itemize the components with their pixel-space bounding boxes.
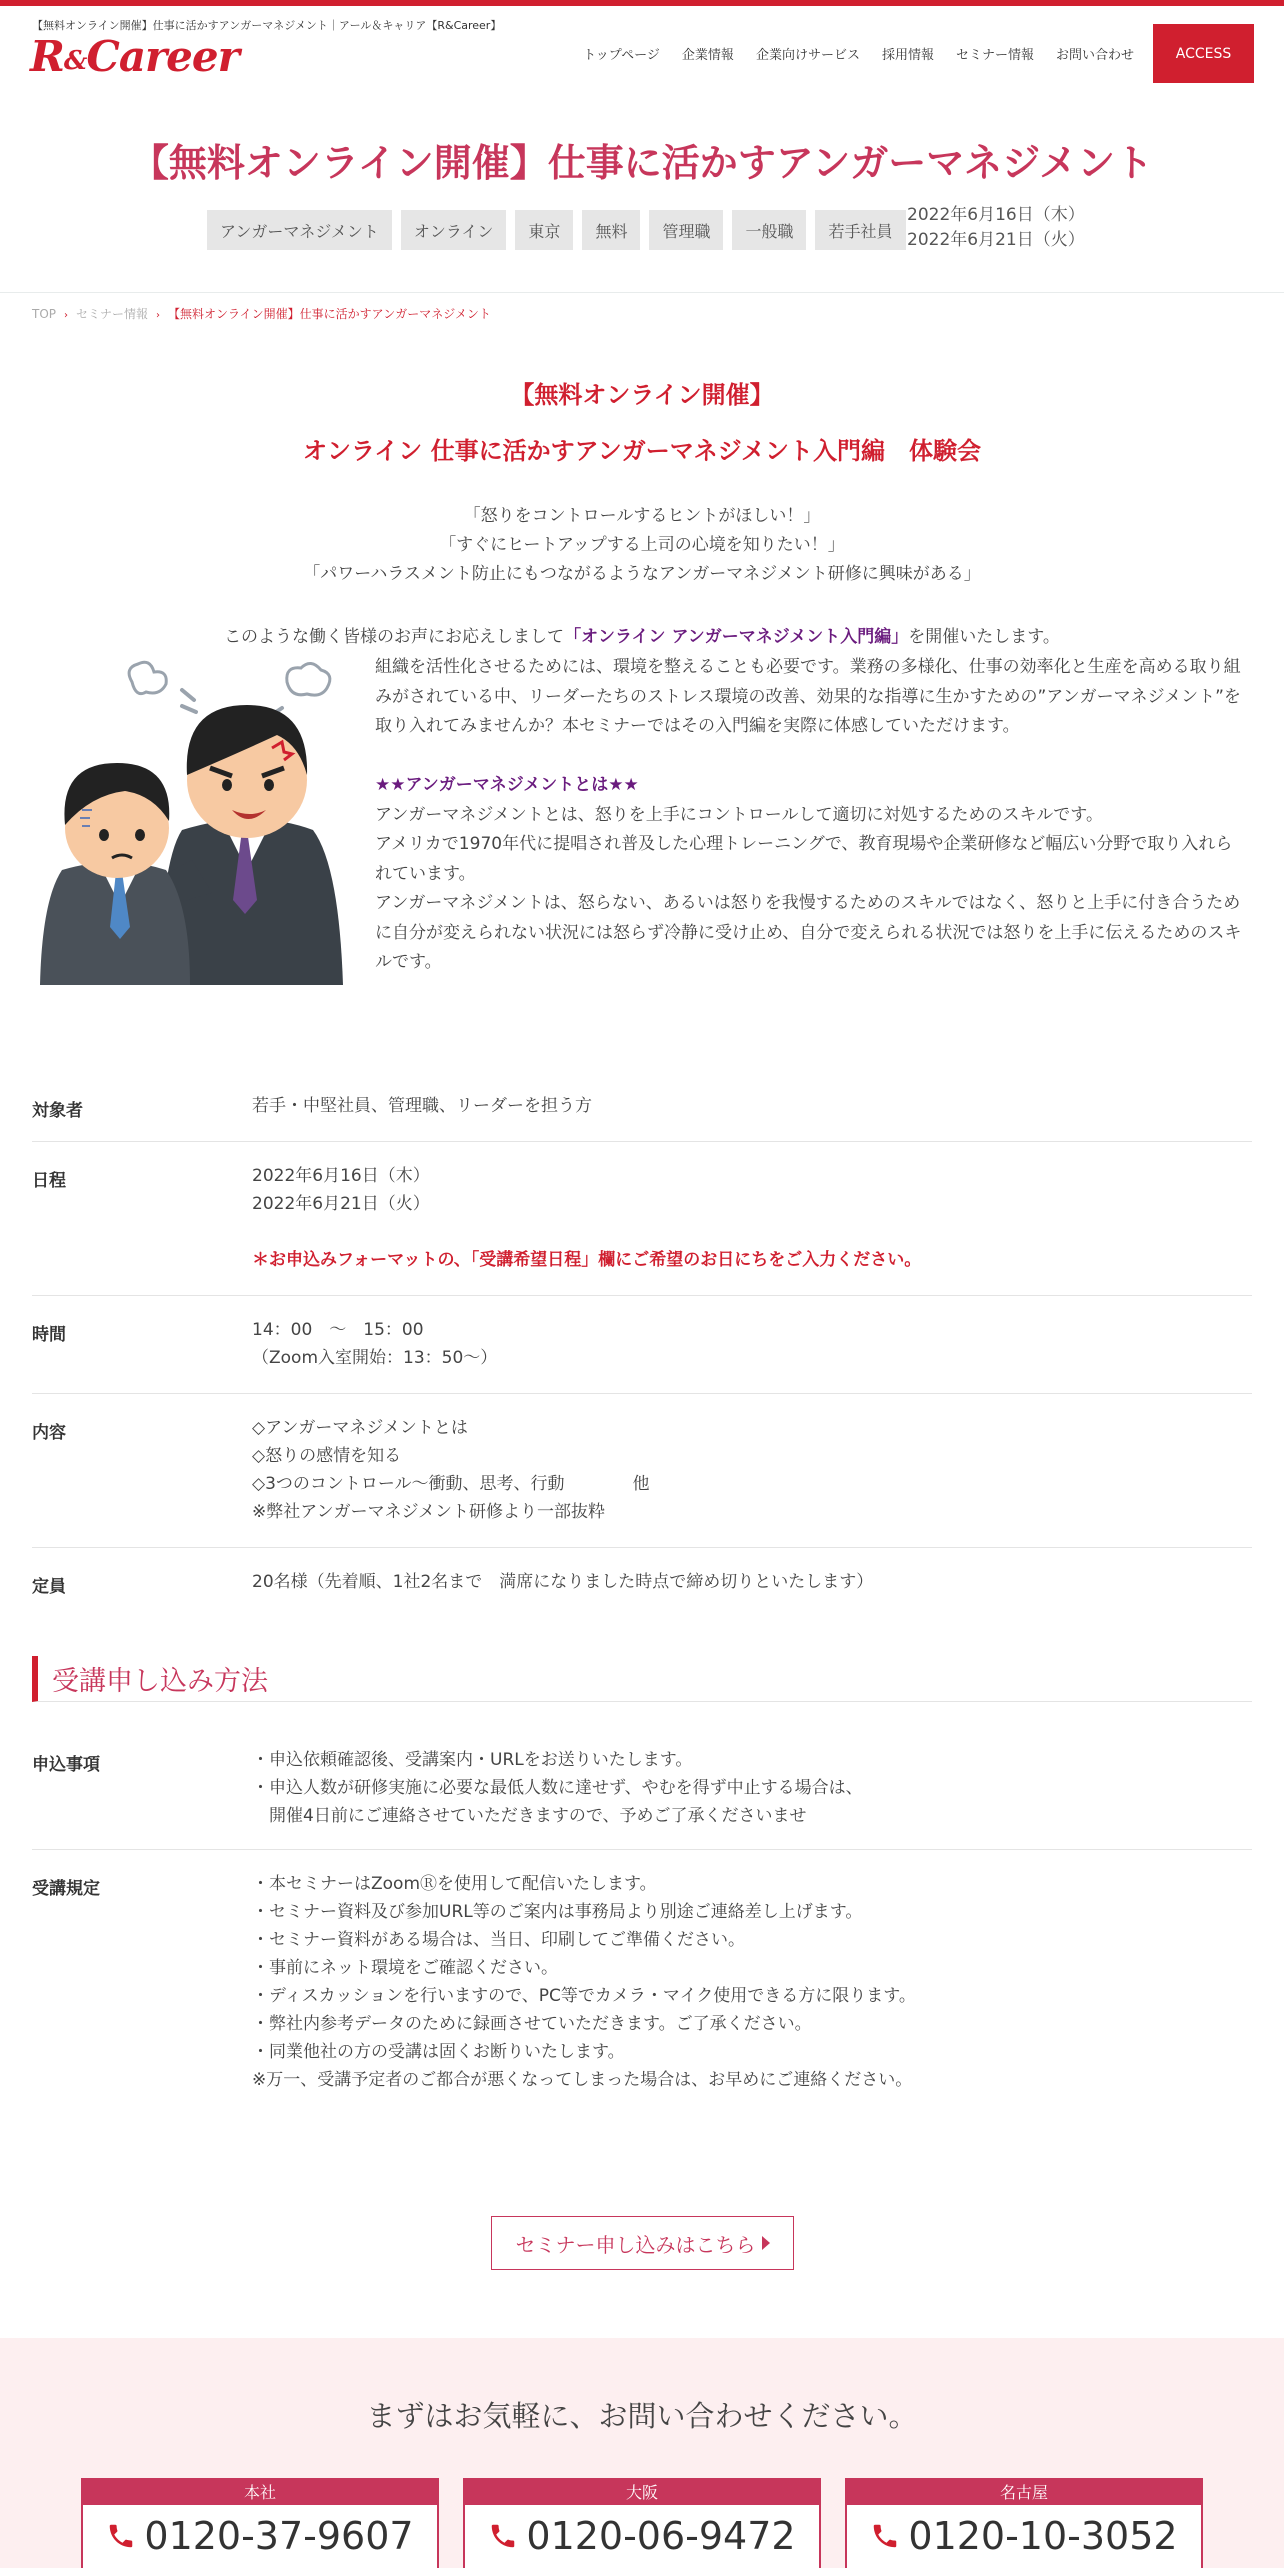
application-method-heading: 受講申し込み方法 [32,1656,1252,1702]
details-label-time: 時間 [32,1325,66,1345]
details-label-target: 対象者 [32,1101,83,1121]
application-label-notes: 申込事項 [32,1755,100,1775]
description-paragraph-1: 組織を活性化させるためには、環境を整えることも必要です。業務の多様化、仕事の効率化と生産を高める取り組みがされている中、リーダーたちのストレス環境の改善、効果的な指導に生かすための”アンガーマネジメント”を取り入れてみませんか？本セミナーではその入門編を実際に体感していただけます。 [375,657,1241,736]
rules-line-1: ・本セミナーはZoomⓇを使用して配信いたします。 [252,1874,657,1894]
phone-icon [488,2521,518,2551]
office-phone-nagoya[interactable] [847,2505,1201,2567]
phone-number-nagoya: 0120-10-3052 [908,2514,1178,2558]
tag-young-staff[interactable]: 若手社員 [815,210,905,250]
logo-r: R [30,32,64,81]
lead-highlight: 「オンライン アンガーマネジメント入門編」 [564,627,909,647]
target-text: 若手・中堅社員、管理職、リーダーを担う方 [252,1096,592,1116]
office-card-osaka[interactable] [463,2478,821,2568]
office-name-headquarters: 本社 [83,2480,437,2505]
page-title: 【無料オンライン開催】仕事に活かすアンガーマネジメント [130,141,1154,185]
application-label-rules: 受講規定 [32,1879,100,1899]
phone-icon [106,2521,136,2551]
details-label-content: 内容 [32,1423,66,1443]
office-name-nagoya: 名古屋 [847,2480,1201,2505]
time-range: 14：00 ～ 15：00 [252,1320,424,1340]
rules-line-2: ・セミナー資料及び参加URL等のご案内は事務局より別途ご連絡差し上げます。 [252,1902,863,1922]
content-line-1: ◇アンガーマネジメントとは [252,1418,468,1438]
time-zoom-entry: （Zoom入室開始：13：50～） [252,1348,498,1368]
notes-line-1: ・申込依頼確認後、受講案内・URLをお送りいたします。 [252,1750,693,1770]
access-button[interactable]: ACCESS [1153,24,1254,83]
office-phone-headquarters[interactable] [83,2505,437,2567]
office-card-headquarters[interactable] [81,2478,439,2568]
tag-tokyo[interactable]: 東京 [515,210,573,250]
nav-item-company[interactable]: 企業情報 [681,48,734,63]
details-value-schedule [252,1162,921,1274]
intro-heading-free-online: 【無料オンライン開催】 [510,381,774,409]
main-nav [583,44,1134,63]
rules-line-7: ・同業他社の方の受講は固くお断りいたします。 [252,2042,625,2062]
seminar-apply-button[interactable] [491,2216,794,2270]
description-paragraph-2: アンガーマネジメントとは、怒りを上手にコントロールして適切に対処するためのスキルです。 [375,804,1103,825]
site-logo[interactable] [30,32,239,81]
details-label-schedule: 日程 [32,1171,66,1191]
lead-after: を開催いたします。 [908,627,1060,647]
quote-1: 「怒りをコントロールするヒントがほしい！」 [463,506,821,526]
seminar-description [375,653,1245,978]
phone-number-osaka: 0120-06-9472 [526,2514,796,2558]
lead-before: このような働く皆様のお声にお応えしまして [224,627,565,647]
chevron-right-icon: › [156,310,161,321]
tag-free[interactable]: 無料 [582,210,640,250]
apply-button-label: セミナー申し込みはこちら [515,2232,756,2257]
details-label-capacity: 定員 [32,1577,66,1597]
details-row-schedule [32,1142,1252,1296]
rules-line-5: ・ディスカッションを行いますので、PC等でカメラ・マイク使用できる方に限ります。 [252,1986,916,2006]
contact-title: まずはお気軽に、お問い合わせください。 [366,2399,918,2433]
breadcrumb-top[interactable]: TOP [32,307,57,321]
nav-item-seminar[interactable]: セミナー情報 [955,48,1034,63]
breadcrumb-current: 【無料オンライン開催】仕事に活かすアンガーマネジメント [168,307,491,321]
notes-line-2: ・申込人数が研修実施に必要な最低人数に達せず、やむを得ず中止する場合は、 [252,1778,863,1798]
application-value-notes [252,1746,863,1830]
phone-number-headquarters: 0120-37-9607 [144,2514,414,2558]
nav-item-top[interactable]: トップページ [583,48,660,63]
tag-general[interactable]: 一般職 [732,210,806,250]
content-line-3: ◇3つのコントロール～衝動、思考、行動 他 [252,1474,650,1494]
seminar-date-1: 2022年6月16日（木） [907,205,1085,225]
tag-manager[interactable]: 管理職 [649,210,723,250]
office-phone-osaka[interactable] [465,2505,819,2567]
capacity-text: 20名様（先着順、1社2名まで 満席になりました時点で締め切りといたします） [252,1572,874,1592]
schedule-date-2: 2022年6月21日（火） [252,1194,430,1214]
breadcrumb [32,305,491,322]
details-value-capacity [252,1568,873,1596]
angry-boss-illustration [32,660,352,985]
office-card-nagoya[interactable] [845,2478,1203,2568]
contact-section [0,2338,1284,2568]
description-paragraph-4: アンガーマネジメントは、怒らない、あるいは怒りを我慢するためのスキルではなく、怒りと上手に付き合うために自分が変えられない状況には怒らず冷静に受け止め、自分で変えられる状況では怒りを上手に伝えるためのスキルです。 [375,893,1242,972]
logo-career: Career [86,32,239,81]
content-line-2: ◇怒りの感情を知る [252,1446,402,1466]
tag-anger-management[interactable]: アンガーマネジメント [207,210,392,250]
rules-line-4: ・事前にネット環境をご確認ください。 [252,1958,558,1978]
content-line-4: ※弊社アンガーマネジメント研修より一部抜粋 [252,1502,606,1522]
notes-line-3: 開催4日前にご連絡させていただきますので、予めご了承くださいませ [252,1806,807,1826]
quote-3: 「パワーハラスメント防止にもつながるようなアンガーマネジメント研修に興味がある」 [303,564,981,584]
top-accent-bar [0,0,1284,6]
triangle-right-icon [762,2236,770,2250]
details-row-target [32,1072,1252,1142]
seminar-dates [907,203,1085,253]
rules-line-8: ※万一、受講予定者のご都合が悪くなってしまった場合は、お早めにご連絡ください。 [252,2070,913,2090]
rules-line-6: ・弊社内参考データのために録画させていただきます。ご了承ください。 [252,2014,812,2034]
application-row-notes [32,1726,1252,1850]
nav-item-recruit[interactable]: 採用情報 [881,48,934,63]
nav-item-contact[interactable]: お問い合わせ [1055,48,1134,63]
seminar-date-2: 2022年6月21日（火） [907,230,1085,250]
details-value-target [252,1092,592,1120]
office-name-osaka: 大阪 [465,2480,819,2505]
description-paragraph-3: アメリカで1970年代に提唱され普及した心理トレーニングで、教育現場や企業研修など幅広い分野で取り入れられています。 [375,834,1233,884]
details-value-content [252,1414,650,1526]
tag-online[interactable]: オンライン [401,210,507,250]
intro-heading-seminar-name: オンライン 仕事に活かすアンガーマネジメント入門編 体験会 [303,437,981,465]
details-row-capacity [32,1548,1252,1620]
phone-icon [870,2521,900,2551]
voice-quotes [0,502,1284,589]
rules-line-3: ・セミナー資料がある場合は、当日、印刷してご準備ください。 [252,1930,745,1950]
details-value-time [252,1316,497,1372]
application-row-rules [32,1850,1252,2120]
site-description: 【無料オンライン開催】仕事に活かすアンガーマネジメント｜アール＆キャリア【R&Career】 [32,19,502,32]
tag-list [207,210,906,250]
schedule-note: ＊お申込みフォーマットの、「受講希望日程」欄にご希望のお日にちをご入力ください。 [252,1250,922,1270]
about-anger-management-heading: ★★アンガーマネジメントとは★★ [375,775,639,795]
application-value-rules [252,1870,916,2094]
logo-amp: & [63,46,87,76]
quote-2: 「すぐにヒートアップする上司の心境を知りたい！」 [439,535,845,555]
chevron-right-icon: › [64,310,69,321]
lead-text [0,622,1284,647]
details-row-time [32,1296,1252,1394]
breadcrumb-seminar[interactable]: セミナー情報 [76,307,149,321]
nav-item-business-services[interactable]: 企業向けサービス [755,48,860,63]
details-row-content [32,1394,1252,1548]
header-divider [0,292,1284,293]
schedule-date-1: 2022年6月16日（木） [252,1166,430,1186]
